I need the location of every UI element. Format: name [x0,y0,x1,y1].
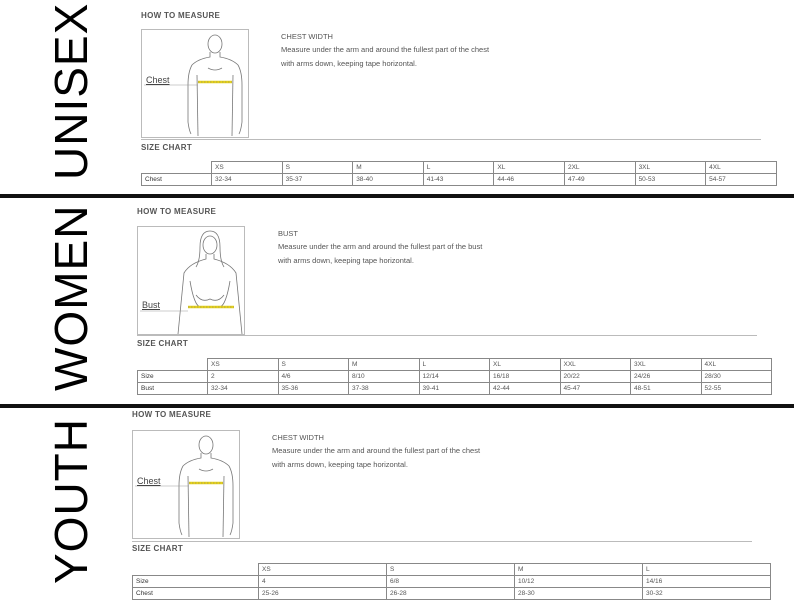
size-header-cell: S [387,564,515,576]
table-cell: 50-53 [635,174,706,186]
unisex-measure-title: CHEST WIDTH [281,32,333,41]
table-cell: 4 [259,576,387,588]
table-cell: 28/30 [701,371,772,383]
table-cell: 45-47 [560,383,631,395]
table-cell: 52-55 [701,383,772,395]
table-cell: 32-34 [212,174,283,186]
women-measure-title: BUST [278,229,299,238]
table-cell: 30-32 [643,588,771,600]
women-measure-desc-1: Measure under the arm and around the fullest part of the bust [278,242,483,251]
women-how-to-measure-heading: HOW TO MEASURE [137,207,217,216]
unisex-side-label: UNISEX [45,2,97,180]
table-cell: 26-28 [387,588,515,600]
female-torso-icon [138,227,244,334]
table-cell: 54-57 [706,174,777,186]
table-cell: 28-30 [515,588,643,600]
women-measure-desc-2: with arms down, keeping tape horizontal. [278,256,414,265]
table-cell: 35-37 [282,174,353,186]
unisex-figure [141,29,249,138]
table-row [133,588,771,600]
size-header-cell: XS [259,564,387,576]
women-size-chart-heading: SIZE CHART [137,339,188,348]
table-cell: 35-36 [278,383,349,395]
table-cell: 2 [208,371,279,383]
size-header-cell: M [353,162,424,174]
youth-measure-title: CHEST WIDTH [272,433,324,442]
table-row [142,174,777,186]
youth-section [0,408,794,611]
unisex-size-chart-heading: SIZE CHART [141,143,192,152]
table-cell: 14/16 [643,576,771,588]
table-cell: 44-46 [494,174,565,186]
table-cell-blank [133,564,259,576]
table-row [138,359,772,371]
table-cell: 16/18 [490,371,561,383]
size-header-cell: XXL [560,359,631,371]
table-row [133,564,771,576]
size-header-cell: S [278,359,349,371]
table-cell-blank [142,162,212,174]
youth-figure-label: Chest [137,476,161,486]
row-header-cell: Chest [142,174,212,186]
youth-side-label: YOUTH [45,418,97,584]
table-cell: 4/6 [278,371,349,383]
table-cell: 42-44 [490,383,561,395]
women-figure [137,226,245,335]
size-header-cell: S [282,162,353,174]
unisex-measure-desc-1: Measure under the arm and around the fullest part of the chest [281,45,490,54]
youth-separator [132,541,752,542]
table-cell: 24/26 [631,371,702,383]
women-side-label: WOMEN [45,204,97,391]
table-cell: 39-41 [419,383,490,395]
table-cell: 6/8 [387,576,515,588]
table-cell: 10/12 [515,576,643,588]
table-cell-blank [138,359,208,371]
table-cell: 48-51 [631,383,702,395]
size-header-cell: XS [212,162,283,174]
size-header-cell: 3XL [635,162,706,174]
row-header-cell: Size [133,576,259,588]
youth-size-table [132,563,771,600]
table-row [138,383,772,395]
size-header-cell: XL [490,359,561,371]
unisex-section [0,0,794,195]
youth-measure-desc-1: Measure under the arm and around the fullest part of the chest [272,446,481,455]
size-header-cell: 4XL [706,162,777,174]
row-header-cell: Chest [133,588,259,600]
youth-how-to-measure-heading: HOW TO MEASURE [132,410,212,419]
unisex-figure-label: Chest [146,75,170,85]
women-separator [137,335,757,336]
table-cell: 25-26 [259,588,387,600]
size-header-cell: XS [208,359,279,371]
table-cell: 37-38 [349,383,420,395]
size-header-cell: L [423,162,494,174]
table-cell: 38-40 [353,174,424,186]
women-size-table [137,358,772,395]
size-header-cell: 3XL [631,359,702,371]
row-header-cell: Bust [138,383,208,395]
women-figure-label: Bust [142,300,161,310]
table-cell: 20/22 [560,371,631,383]
youth-size-chart-heading: SIZE CHART [132,544,183,553]
table-cell: 47-49 [564,174,635,186]
unisex-measure-desc-2: with arms down, keeping tape horizontal. [281,59,417,68]
table-row [142,162,777,174]
unisex-how-to-measure-heading: HOW TO MEASURE [141,11,221,20]
table-row [138,371,772,383]
table-row [133,576,771,588]
size-header-cell: M [349,359,420,371]
table-cell: 12/14 [419,371,490,383]
youth-measure-desc-2: with arms down, keeping tape horizontal. [272,460,408,469]
size-header-cell: 4XL [701,359,772,371]
size-header-cell: XL [494,162,565,174]
unisex-size-table [141,161,777,186]
unisex-separator [141,139,761,140]
size-header-cell: L [643,564,771,576]
youth-figure [132,430,240,539]
size-header-cell: L [419,359,490,371]
size-header-cell: M [515,564,643,576]
table-cell: 41-43 [423,174,494,186]
size-header-cell: 2XL [564,162,635,174]
row-header-cell: Size [138,371,208,383]
women-section [0,198,794,404]
table-cell: 32-34 [208,383,279,395]
table-cell: 8/10 [349,371,420,383]
